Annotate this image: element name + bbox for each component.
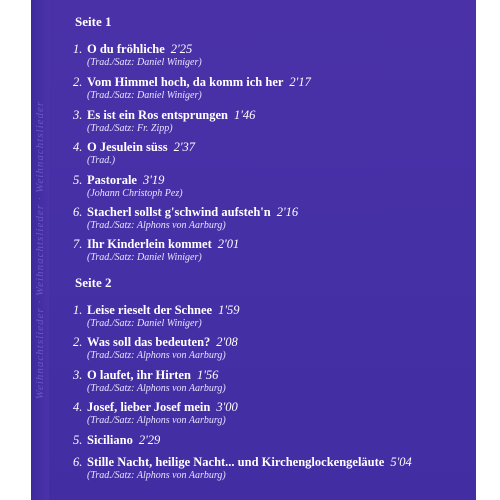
side-1-track-2: 2. Vom Himmel hoch, da komm ich her 2'17 (Trad./Satz: Daniel Winiger) [73, 75, 311, 101]
side-1-track-4: 4. O Jesulein süss 2'37 (Trad.) [73, 140, 196, 166]
side-1-track-6: 6. Stacherl sollst g'schwind aufsteh'n 2'16 (Trad./Satz: Alphons von Aarburg) [73, 205, 299, 231]
side-1-heading: Seite 1 [75, 14, 112, 29]
side-1-track-1: 1. O du fröhliche 2'25 (Trad./Satz: Daniel Winiger) [73, 42, 202, 68]
side-2-track-4: 4. Josef, lieber Josef mein 3'00 (Trad./Satz: Alphons von Aarburg) [73, 400, 238, 426]
side-1-track-7: 7. Ihr Kinderlein kommet 2'01 (Trad./Satz: Daniel Winiger) [73, 237, 240, 263]
side-1-track-3: 3. Es ist ein Ros entsprungen 1'46 (Trad./Satz: Fr. Zipp) [73, 108, 256, 134]
side-2-track-5: 5. Siciliano 2'29 [73, 433, 161, 447]
side-2-track-2: 2. Was soll das bedeuten? 2'08 (Trad./Satz: Alphons von Aarburg) [73, 335, 238, 361]
side-2-heading: Seite 2 [75, 275, 112, 290]
side-1-track-5: 5. Pastorale 3'19 (Johann Christoph Pez) [73, 173, 183, 199]
side-2-track-3: 3. O laufet, ihr Hirten 1'56 (Trad./Satz: Alphons von Aarburg) [73, 368, 226, 394]
side-2-track-1: 1. Leise rieselt der Schnee 1'59 (Trad./Satz: Daniel Winiger) [73, 303, 240, 329]
spine-text: Weihnachtslieder · Weihnachtslieder · Weihnachtslieder [34, 100, 46, 400]
cover-panel [31, 0, 476, 500]
side-2-track-6: 6. Stille Nacht, heilige Nacht... und Kirchenglockengeläute 5'04 (Trad./Satz: Alphons von Aarburg) [73, 455, 412, 481]
